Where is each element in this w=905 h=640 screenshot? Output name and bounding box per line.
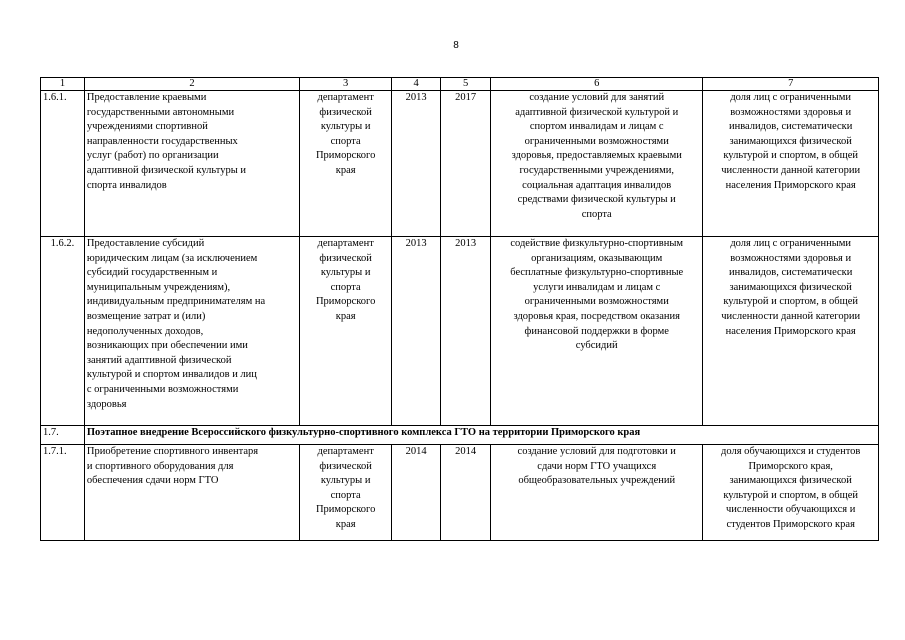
header-cell-6: 6 [491, 78, 703, 91]
section-title: Поэтапное внедрение Всероссийского физкультурно-спортивного комплекса ГТО на территории Приморского края [84, 426, 878, 445]
page-number: 8 [453, 40, 459, 51]
table-row [41, 91, 879, 237]
expected-result: создание условий для подготовки и сдачи норм ГТО учащихся общеобразовательных учреждений [491, 445, 703, 541]
section-row [41, 426, 879, 445]
header-cell-7: 7 [703, 78, 879, 91]
header-cell-2: 2 [84, 78, 299, 91]
row-number: 1.6.2. [41, 237, 85, 426]
measure-name: Предоставление краевыми государственными автономными учреждениями спортивной направленности государственных услуг (работ) по организации адаптивной физической культуры и спорта инвалидов [84, 91, 299, 237]
row-number: 1.7.1. [41, 445, 85, 541]
executor: департамент физической культуры и спорта Приморского края [300, 445, 392, 541]
expected-result: создание условий для занятий адаптивной физической культурой и спортом инвалидам и лицам с ограниченными возможностями здоровья, предоставляемых краевыми государственными учреждениями, социальная адаптация инвалидов средствами физической культуры и спорта [491, 91, 703, 237]
year-start: 2013 [392, 237, 441, 426]
year-start: 2014 [392, 445, 441, 541]
year-end: 2017 [441, 91, 491, 237]
row-number: 1.6.1. [41, 91, 85, 237]
year-end: 2014 [441, 445, 491, 541]
year-end: 2013 [441, 237, 491, 426]
measure-name: Предоставление субсидий юридическим лицам (за исключением субсидий государственным и муниципальным учреждениям), индивидуальным предпринимателям на возмещение затрат и (или) недополученных доходов, возникающих при обеспечении ими занятий адаптивной физической культурой и спортом инвалидов и лиц с ограниченными возможностями здоровья [84, 237, 299, 426]
indicator: доля лиц с ограниченными возможностями здоровья и инвалидов, систематически занимающихся физической культурой и спортом, в общей численности данной категории населения Приморского края [703, 237, 879, 426]
year-start: 2013 [392, 91, 441, 237]
header-cell-1: 1 [41, 78, 85, 91]
header-row [41, 78, 879, 91]
executor: департамент физической культуры и спорта Приморского края [300, 91, 392, 237]
section-number: 1.7. [41, 426, 85, 445]
header-cell-4: 4 [392, 78, 441, 91]
table-row [41, 445, 879, 541]
measures-table [40, 77, 879, 541]
header-cell-5: 5 [441, 78, 491, 91]
indicator: доля лиц с ограниченными возможностями здоровья и инвалидов, систематически занимающихся физической культурой и спортом, в общей численности данной категории населения Приморского края [703, 91, 879, 237]
table-row [41, 237, 879, 426]
executor: департамент физической культуры и спорта Приморского края [300, 237, 392, 426]
header-cell-3: 3 [300, 78, 392, 91]
expected-result: содействие физкультурно-спортивным организациям, оказывающим бесплатные физкультурно-спортивные услуги инвалидам и лицам с ограниченными возможностями здоровья края, посредством оказания финансовой поддержки в форме субсидий [491, 237, 703, 426]
indicator: доля обучающихся и студентов Приморского края, занимающихся физической культурой и спортом, в общей численности обучающихся и студентов Приморского края [703, 445, 879, 541]
measure-name: Приобретение спортивного инвентаря и спортивного оборудования для обеспечения сдачи норм ГТО [84, 445, 299, 541]
